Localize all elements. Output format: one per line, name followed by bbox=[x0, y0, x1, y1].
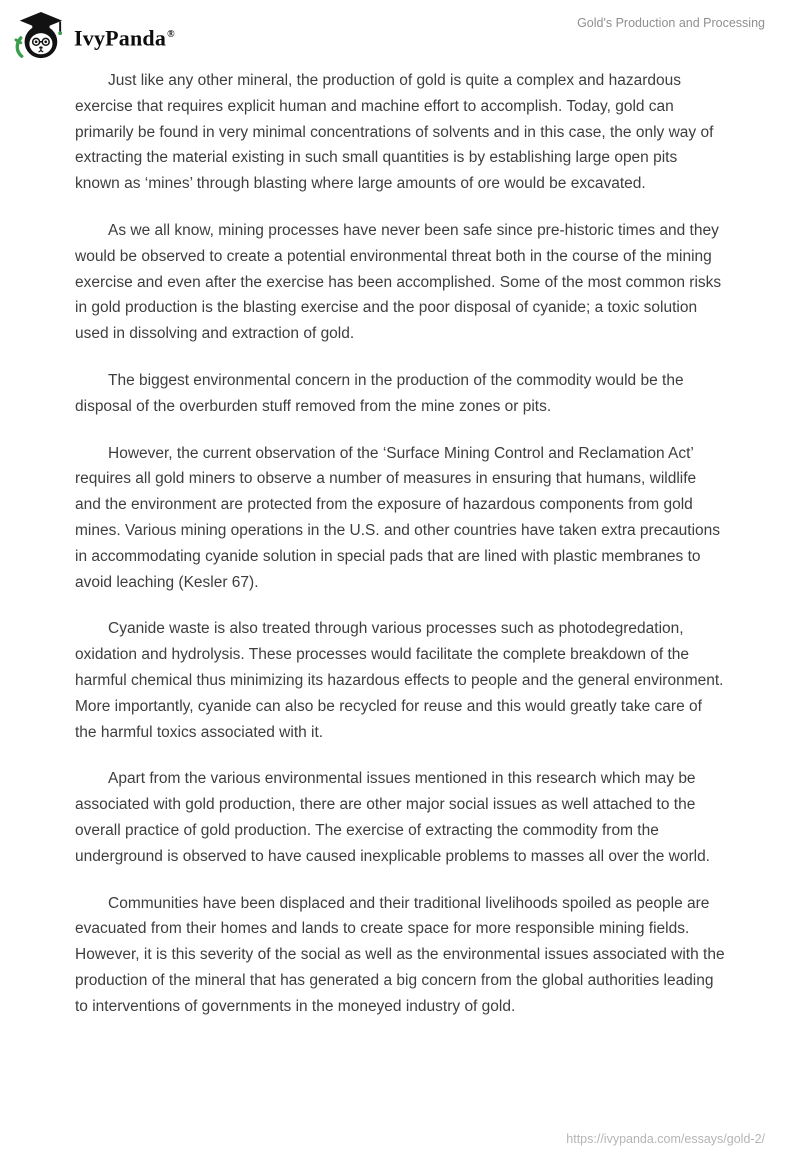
document-title: Gold's Production and Processing bbox=[577, 16, 765, 30]
registered-trademark-symbol: ® bbox=[167, 29, 175, 40]
essay-body bbox=[0, 58, 800, 1020]
essay-paragraph: The biggest environmental concern in the production of the commodity would be the disposal of the overburden stuff removed from the mine zones or pits. bbox=[75, 371, 684, 415]
essay-paragraph: However, the current observation of the ‘Surface Mining Control and Reclamation Act’ requires all gold miners to observe a number of measures in ensuring that humans, wildlife and the environment are protected from the exposure of hazardous components from gold mines. Various mining operations in the U.S. and other countries have taken extra precautions in accommodating cyanide solution in special pads that are lined with plastic membranes to avoid leaching (Kesler 67). bbox=[75, 444, 721, 591]
essay-paragraph: Apart from the various environmental issues mentioned in this research which may be associated with gold production, there are other major social issues as well attached to the overall practice of gold production. The exercise of extracting the commodity from the underground is observed to have caused inexplicable problems to masses all over the world. bbox=[75, 770, 710, 865]
essay-paragraph: Cyanide waste is also treated through various processes such as photodegredation, oxidation and hydrolysis. These processes would facilitate the complete breakdown of the harmful chemical thus minimizing its hazardous effects to people and the general environment. More importantly, cyanide can also be recycled for reuse and this would greatly take care of the harmful toxics associated with it. bbox=[75, 620, 724, 741]
page-header bbox=[0, 0, 800, 58]
essay-paragraph: As we all know, mining processes have never been safe since pre-historic times and they would be observed to create a potential environmental threat both in the course of the mining exercise and even after the exercise has been accomplished. Some of the most common risks in gold production is the blasting exercise and the poor disposal of cyanide; a toxic solution used in dissolving and extraction of gold. bbox=[75, 221, 722, 343]
ivypanda-brand-link[interactable] bbox=[14, 9, 175, 64]
essay-paragraph: Communities have been displaced and their traditional livelihoods spoiled as people are evacuated from their homes and lands to create space for more responsible mining fields. However, it is this severity of the social as well as the environmental issues associated with the production of the mineral that has generated a big concern from the global authorities leading to interventions of governments in the moneyed industry of gold. bbox=[75, 894, 725, 1015]
essay-paragraph: Just like any other mineral, the production of gold is quite a complex and hazardous exercise that requires explicit human and machine effort to accomplish. Today, gold can primarily be found in very minimal concentrations of solvents and in this case, the only way of extracting the material existing in such small quantities is by establishing large open pits known as ‘mines’ through blasting where large amounts of ore would be excavated. bbox=[75, 72, 714, 193]
brand-name: IvyPanda® bbox=[74, 25, 175, 51]
source-url-link[interactable]: https://ivypanda.com/essays/gold-2/ bbox=[566, 1132, 765, 1146]
ivypanda-logo-icon bbox=[14, 11, 64, 63]
